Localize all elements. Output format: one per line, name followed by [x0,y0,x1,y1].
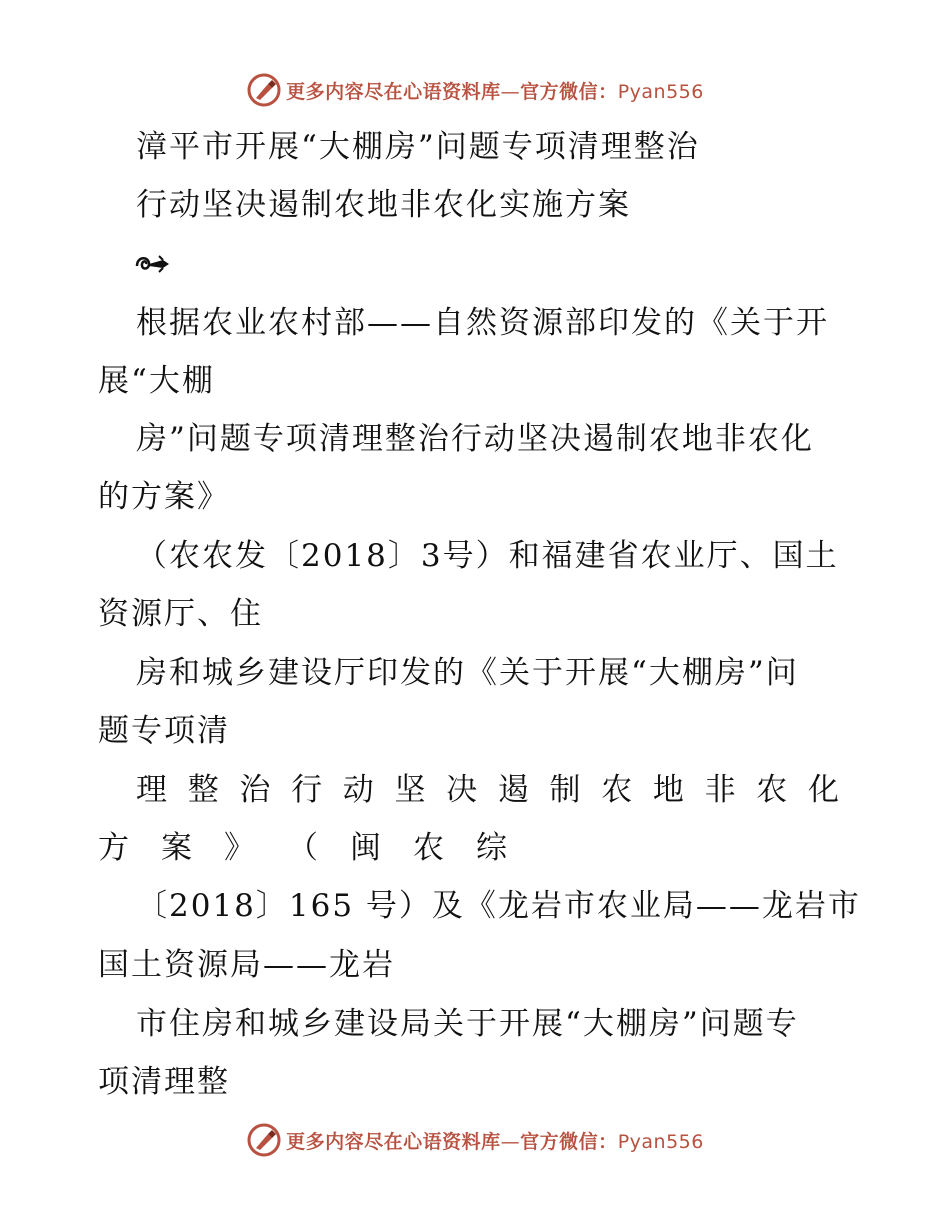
banner-text: 更多内容尽在心语资料库—官方微信：Pyan556 [286,1130,704,1153]
paragraph-line: 根据农业农村部——自然资源部印发的《关于开 [136,305,829,341]
banner-text: 更多内容尽在心语资料库—官方微信：Pyan556 [286,80,704,103]
paragraph-line: 房和城乡建设厅印发的《关于开展“大棚房”问 [136,655,799,691]
paragraph-line: 资源厅、住 [98,596,263,632]
pen-nib-logo-icon [246,72,282,108]
paragraph-line: 题专项清 [98,713,230,749]
paragraph-line-spaced: 理 整 治 行 动 坚 决 遏 制 农 地 非 农 化 [136,772,841,808]
paragraph-line: 〔2018〕165 号）及《龙岩市农业局——龙岩市 [136,888,861,924]
title-line-2: 行动坚决遏制农地非农化实施方案 [136,187,631,223]
paragraph-line: 的方案》 [98,479,230,515]
paragraph-line: 国土资源局——龙岩 [98,947,395,983]
paragraph-line-spaced: 方 案 》 （ 闽 农 综 [98,830,509,866]
paragraph-line: （农农发〔2018〕3号）和福建省农业厅、国土 [136,538,839,574]
paragraph-line: 房”问题专项清理整治行动坚决遏制农地非农化 [136,421,814,457]
pen-nib-logo-icon [246,1122,282,1158]
fleuron-ornament-icon [133,248,173,278]
footer-banner [0,1120,950,1160]
title-line-1: 漳平市开展“大棚房”问题专项清理整治 [136,129,700,165]
paragraph-line: 项清理整 [98,1064,230,1100]
paragraph-line: 市住房和城乡建设局关于开展“大棚房”问题专 [136,1006,799,1042]
header-banner [0,70,950,110]
paragraph-line: 展“大棚 [98,363,215,399]
